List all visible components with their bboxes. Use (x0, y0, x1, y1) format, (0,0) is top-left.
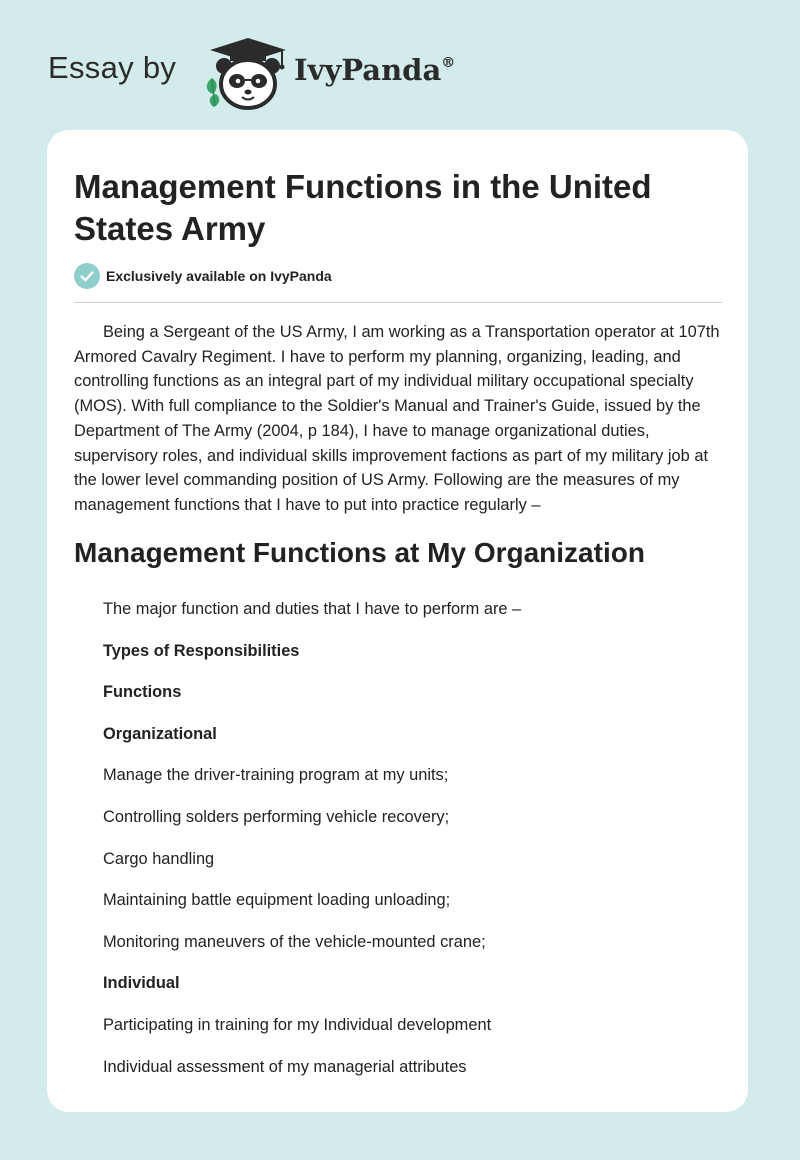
list-item: Monitoring maneuvers of the vehicle-mounted crane; (103, 932, 486, 951)
divider (74, 302, 722, 303)
individual-label: Individual (103, 974, 180, 993)
list-item: Cargo handling (103, 849, 215, 868)
list-item: Participating in training for my Individual development (103, 1015, 492, 1034)
organizational-label: Organizational (103, 724, 217, 743)
responsibilities-list (103, 597, 723, 1096)
brand-name[interactable] (294, 53, 455, 87)
list-intro-line: The major function and duties that I have to perform are – (103, 600, 522, 618)
functions-label: Functions (103, 683, 182, 702)
brand-text: IvyPanda (294, 53, 442, 87)
exclusive-badge-label: Exclusively available on IvyPanda (106, 268, 332, 284)
types-of-responsibilities-label: Types of Responsibilities (103, 641, 300, 660)
exclusive-badge (74, 263, 332, 289)
panda-logo-icon[interactable] (200, 36, 296, 112)
page-title: Management Functions in the United States Army (74, 168, 652, 247)
article-card (47, 130, 748, 1112)
list-item: Maintaining battle equipment loading unloading; (103, 891, 451, 910)
site-header (0, 0, 800, 130)
check-circle-icon (74, 263, 100, 289)
registered-mark: ® (441, 55, 456, 71)
list-item: Controlling solders performing vehicle recovery; (103, 807, 450, 826)
essay-by-label: Essay by (48, 50, 177, 85)
intro-paragraph: Being a Sergeant of the US Army, I am working as a Transportation operator at 107th Armored Cavalry Regiment. I have to perform my planning, organizing, leading, and controlling functions as an integral part of my individual military occupational specialty (MOS). With full compliance to the Soldier's Manual and Trainer's Guide, issued by the Department of The Army (2004, p 184), I have to manage organizational duties, supervisory roles, and individual skills improvement factions as part of my military job at the lower level commanding position of US Army. Following are the measures of my management functions that I have to put into practice regularly – (74, 323, 720, 514)
section-heading: Management Functions at My Organization (74, 537, 645, 568)
list-item: Individual assessment of my managerial attributes (103, 1057, 467, 1076)
list-item: Manage the driver-training program at my units; (103, 766, 449, 785)
